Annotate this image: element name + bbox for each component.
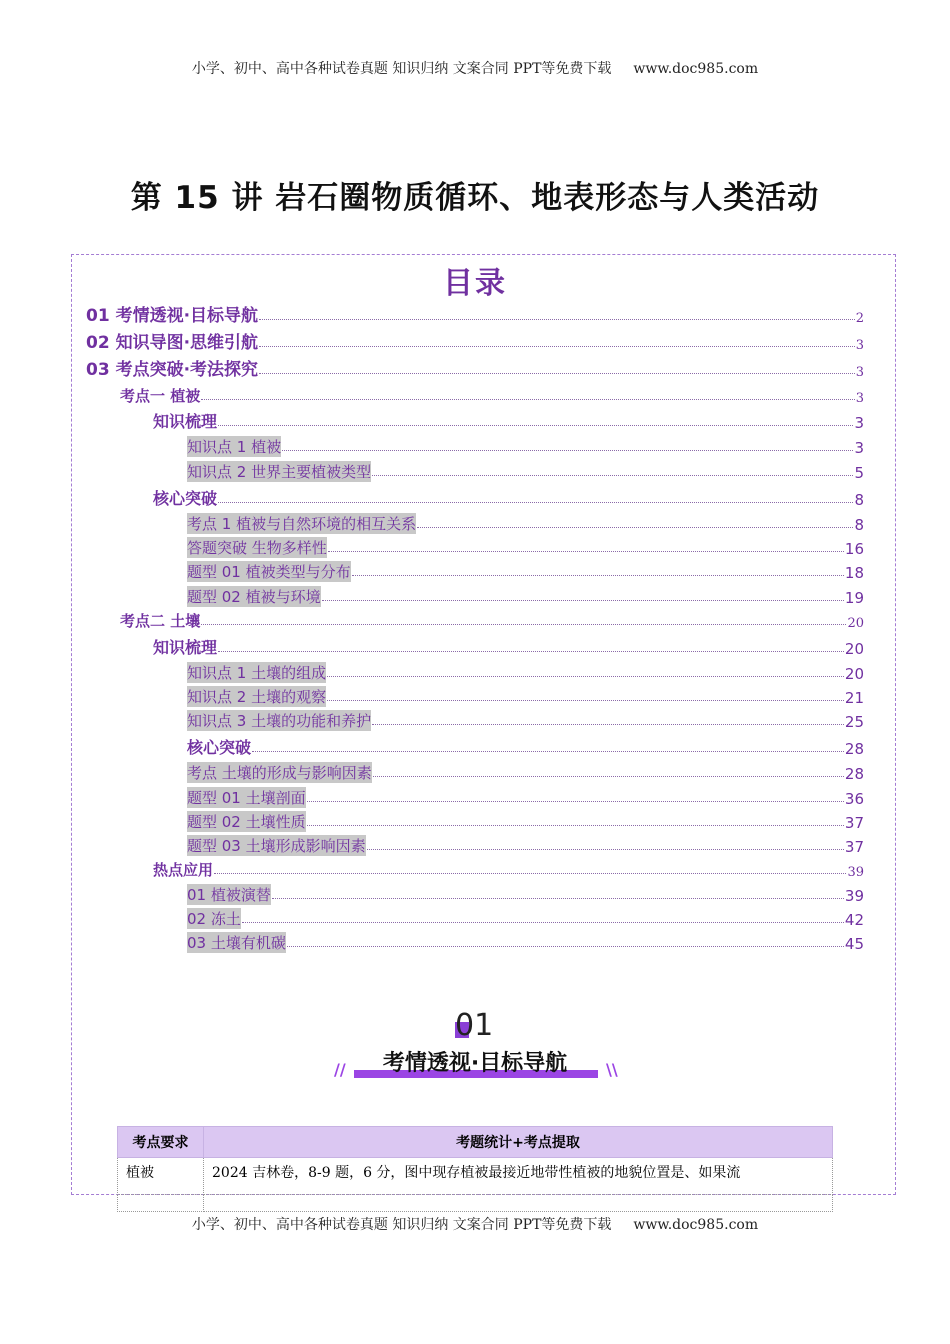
toc-entry[interactable]: 题型 03 土壤形成影响因素 37 bbox=[187, 837, 864, 856]
toc-entry[interactable]: 考点 1 植被与自然环境的相互关系 8 bbox=[187, 515, 864, 534]
toc-entry[interactable]: 知识梳理 20 bbox=[153, 638, 864, 658]
exam-requirements-table bbox=[117, 1126, 833, 1212]
table-cell bbox=[204, 1195, 833, 1212]
toc-entry[interactable]: 热点应用 39 bbox=[153, 861, 864, 880]
toc-entry[interactable]: 知识梳理 3 bbox=[153, 412, 864, 432]
toc-entry[interactable]: 题型 01 土壤剖面 36 bbox=[187, 789, 864, 808]
toc-entry[interactable]: 01 植被演替 39 bbox=[187, 886, 864, 905]
toc-entry[interactable]: 答题突破 生物多样性 16 bbox=[187, 539, 864, 558]
toc-entry[interactable]: 知识点 1 土壤的组成 20 bbox=[187, 664, 864, 683]
table-header-cell: 考题统计+考点提取 bbox=[204, 1127, 833, 1158]
footer-url[interactable]: www.doc985.com bbox=[633, 1217, 759, 1233]
table-row bbox=[118, 1158, 833, 1195]
toc-heading: 目录 bbox=[443, 266, 507, 301]
page-title: 第 15 讲 岩石圈物质循环、地表形态与人类活动 bbox=[130, 180, 820, 216]
section-title: 考情透视·目标导航 bbox=[382, 1051, 568, 1076]
table-row bbox=[118, 1195, 833, 1212]
toc-entry[interactable]: 题型 01 植被类型与分布 18 bbox=[187, 563, 864, 582]
section-left-deco: // bbox=[334, 1060, 346, 1079]
section-banner bbox=[350, 1046, 600, 1080]
toc-entry[interactable]: 02 冻土 42 bbox=[187, 910, 864, 929]
toc-entry[interactable]: 知识点 2 世界主要植被类型 5 bbox=[187, 463, 864, 482]
toc-entry[interactable]: 考点 土壤的形成与影响因素 28 bbox=[187, 764, 864, 783]
toc-entry[interactable]: 核心突破 28 bbox=[187, 738, 864, 758]
toc-entry[interactable]: 03 土壤有机碳 45 bbox=[187, 934, 864, 953]
footer-text: 小学、初中、高中各种试卷真题 知识归纳 文案合同 PPT等免费下载 bbox=[191, 1217, 612, 1233]
table-cell: 植被 bbox=[118, 1158, 204, 1195]
toc-entry[interactable]: 题型 02 土壤性质 37 bbox=[187, 813, 864, 832]
table-cell: 2024 吉林卷，8-9 题，6 分，图中现存植被最接近地带性植被的地貌位置是、如果流 bbox=[204, 1158, 833, 1195]
toc-entry[interactable]: 知识点 2 土壤的观察 21 bbox=[187, 688, 864, 707]
toc-entry[interactable]: 考点一 植被 3 bbox=[120, 387, 864, 406]
header-url[interactable]: www.doc985.com bbox=[633, 61, 759, 77]
toc-entry[interactable]: 核心突破 8 bbox=[153, 489, 864, 509]
toc-entry[interactable]: 知识点 3 土壤的功能和养护 25 bbox=[187, 712, 864, 731]
section-number: 01 bbox=[455, 1008, 494, 1043]
page-header bbox=[0, 58, 950, 78]
table-header-row bbox=[118, 1127, 833, 1158]
toc-entry[interactable]: 01 考情透视·目标导航 2 bbox=[86, 306, 864, 326]
table-header-cell: 考点要求 bbox=[118, 1127, 204, 1158]
toc-entry[interactable]: 03 考点突破·考法探究 3 bbox=[86, 360, 864, 380]
page-footer bbox=[0, 1214, 950, 1234]
table-cell bbox=[118, 1195, 204, 1212]
toc-entry[interactable]: 考点二 土壤 20 bbox=[120, 612, 864, 631]
header-text: 小学、初中、高中各种试卷真题 知识归纳 文案合同 PPT等免费下载 bbox=[191, 61, 612, 77]
toc-entry[interactable]: 题型 02 植被与环境 19 bbox=[187, 588, 864, 607]
section-right-deco: \\ bbox=[606, 1060, 618, 1079]
toc-entry[interactable]: 02 知识导图·思维引航 3 bbox=[86, 333, 864, 353]
toc-entry[interactable]: 知识点 1 植被 3 bbox=[187, 438, 864, 457]
